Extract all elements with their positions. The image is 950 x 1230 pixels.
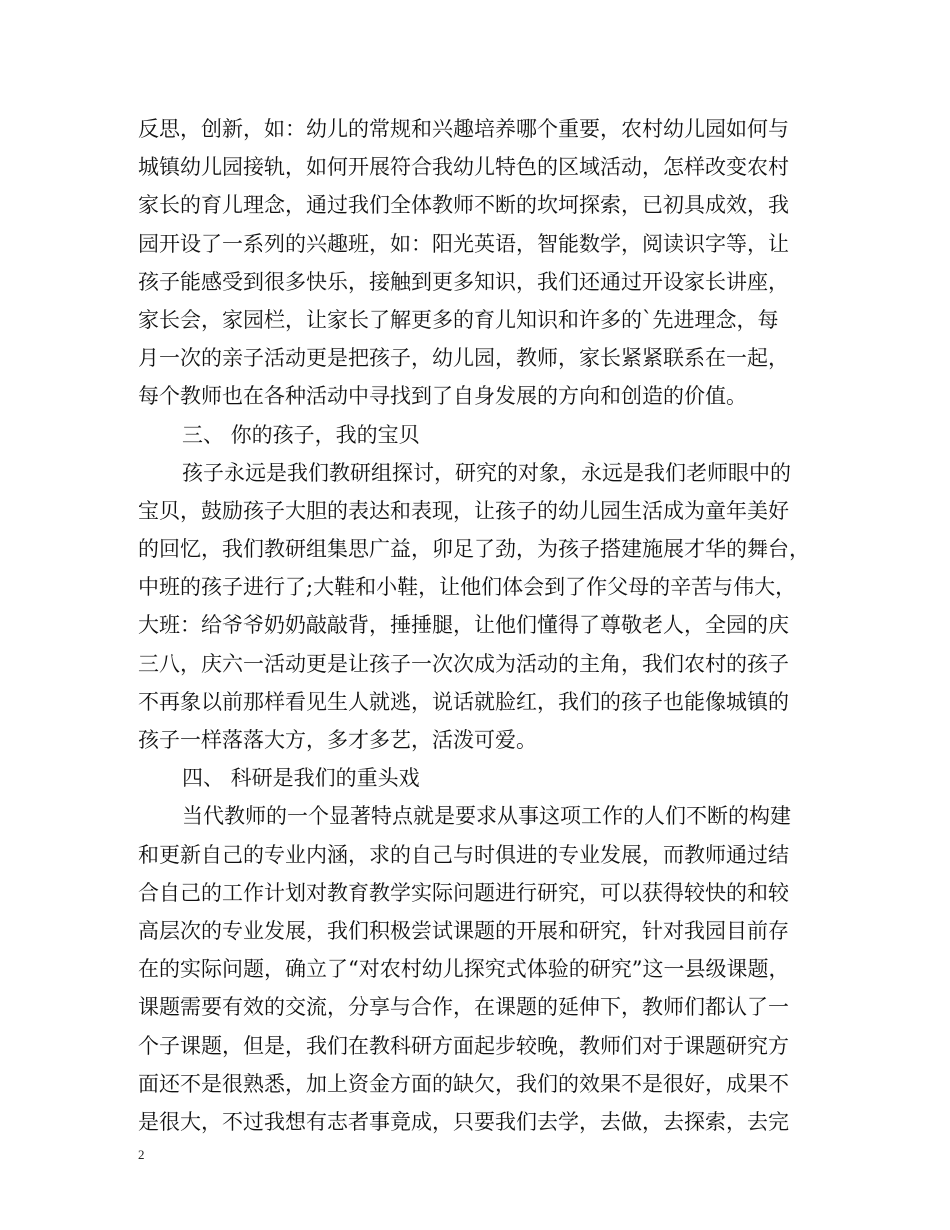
paragraph-line: 孩子能感受到很多快乐，接触到更多知识，我们还通过开设家长讲座， [138, 269, 789, 294]
paragraph-line: 大班：给爷爷奶奶敲敲背，捶捶腿，让他们懂得了尊敬老人，全园的庆 [138, 613, 789, 638]
paragraph-line: 月一次的亲子活动更是把孩子，幼儿园，教师，家长紧紧联系在一起， [138, 346, 789, 371]
paragraph-line: 是很大，不过我想有志者事竟成，只要我们去学，去做，去探索，去完 [138, 1109, 789, 1134]
paragraph-line: 家长会，家园栏，让家长了解更多的育儿知识和许多的`先进理念，每 [138, 307, 779, 332]
paragraph-line: 三八，庆六一活动更是让孩子一次次成为活动的主角，我们农村的孩子 [138, 651, 789, 676]
section-heading: 三、 你的孩子，我的宝贝 [182, 422, 420, 447]
paragraph-line: 面还不是很熟悉，加上资金方面的缺欠，我们的效果不是很好，成果不 [138, 1071, 789, 1096]
paragraph-line: 当代教师的一个显著特点就是要求从事这项工作的人们不断的构建 [182, 804, 791, 829]
paragraph-line: 城镇幼儿园接轨，如何开展符合我幼儿特色的区域活动，怎样改变农村 [138, 155, 789, 180]
paragraph-line: 孩子一样落落大方，多才多艺，活泼可爱。 [138, 728, 537, 752]
paragraph-line: 课题需要有效的交流，分享与合作，在课题的延伸下，教师们都认了一 [138, 995, 789, 1020]
paragraph-line: 家长的育儿理念，通过我们全体教师不断的坎坷探索，已初具成效，我 [138, 193, 789, 218]
paragraph-line: 在的实际问题，确立了“对农村幼儿探究式体验的研究”这一县级课题， [138, 957, 790, 982]
paragraph-line: 每个教师也在各种活动中寻找到了自身发展的方向和创造的价值。 [138, 384, 747, 409]
section-heading: 四、 科研是我们的重头戏 [182, 766, 420, 791]
paragraph-line: 孩子永远是我们教研组探讨，研究的对象，永远是我们老师眼中的 [182, 460, 791, 485]
paragraph-line: 的回忆，我们教研组集思广益，卯足了劲，为孩子搭建施展才华的舞台， [138, 537, 810, 562]
paragraph-line: 园开设了一系列的兴趣班，如：阳光英语，智能数学，阅读识字等，让 [138, 231, 789, 256]
page-number: 2 [138, 1147, 145, 1162]
paragraph-line: 高层次的专业发展，我们积极尝试课题的开展和研究，针对我园目前存 [138, 918, 789, 943]
paragraph-line: 和更新自己的专业内涵，求的自己与时俱进的专业发展，而教师通过结 [138, 842, 789, 867]
paragraph-line: 不再象以前那样看见生人就逃，说话就脸红，我们的孩子也能像城镇的 [138, 689, 789, 714]
paragraph-line: 反思，创新，如：幼儿的常规和兴趣培养哪个重要，农村幼儿园如何与 [138, 117, 789, 141]
paragraph-line: 中班的孩子进行了;大鞋和小鞋，让他们体会到了作父母的辛苦与伟大， [138, 575, 797, 600]
body-text [138, 110, 828, 1141]
paragraph-line: 合自己的工作计划对教育教学实际问题进行研究，可以获得较快的和较 [138, 880, 789, 905]
paragraph-line: 宝贝，鼓励孩子大胆的表达和表现，让孩子的幼儿园生活成为童年美好 [138, 498, 789, 523]
paragraph-line: 个子课题，但是，我们在教科研方面起步较晚，教师们对于课题研究方 [138, 1033, 789, 1058]
